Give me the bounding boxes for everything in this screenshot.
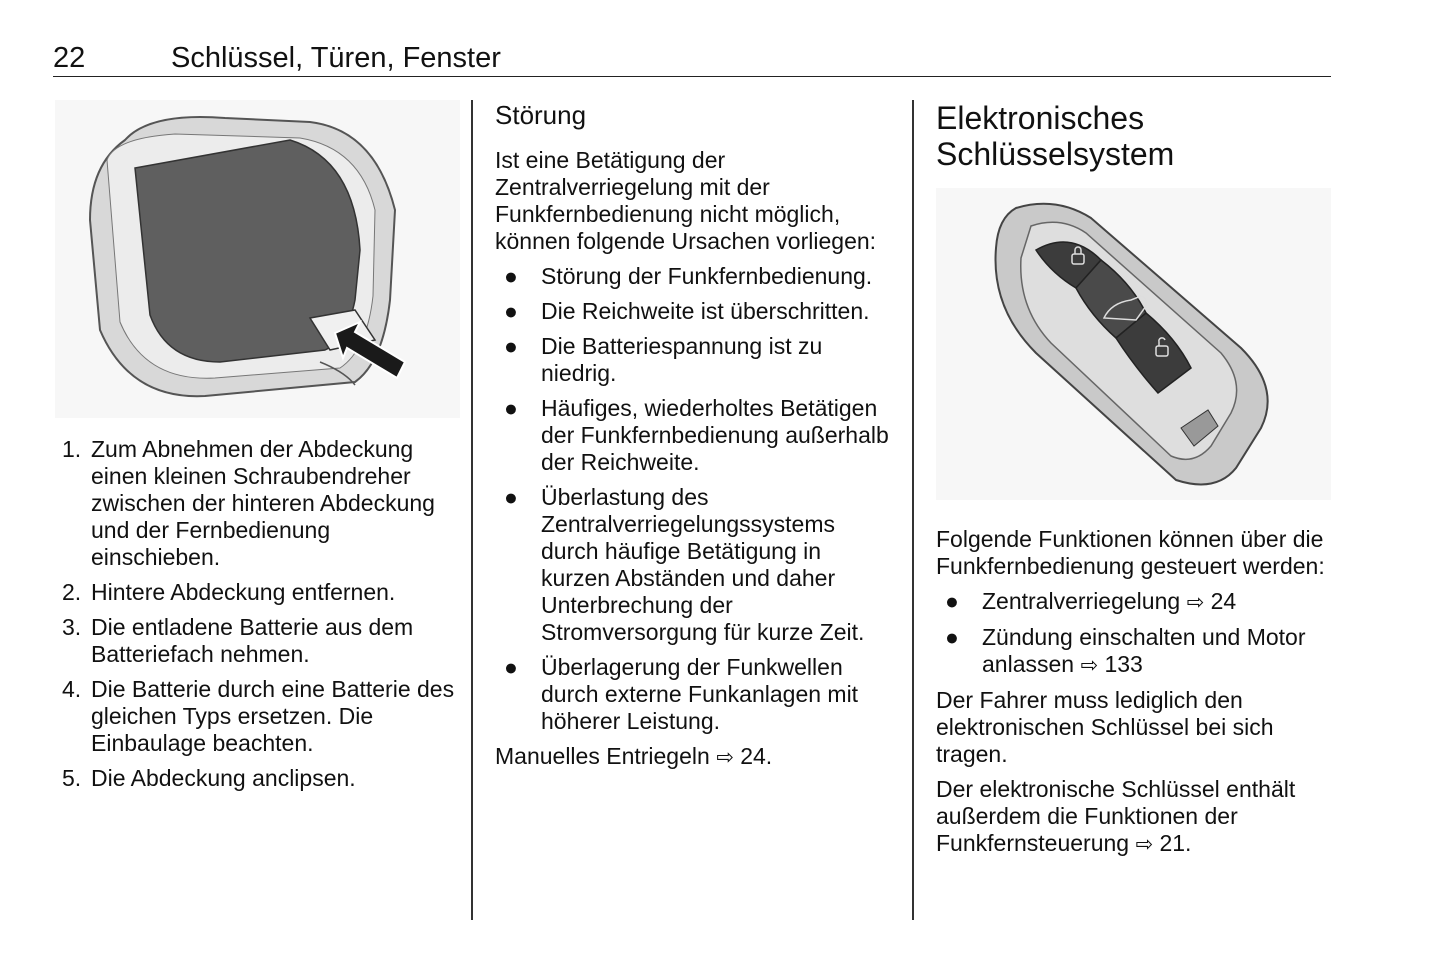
list-item — [62, 765, 457, 792]
list-item — [495, 333, 895, 387]
function-text: Zentralverriegelung — [982, 588, 1181, 614]
step-text: Die Abdeckung anclipsen. — [91, 765, 356, 791]
column-electronic-key — [936, 100, 1336, 866]
step-number: 5. — [62, 765, 82, 791]
bullet-icon: ● — [504, 263, 518, 289]
xref-page[interactable]: 24. — [740, 743, 773, 769]
step-text: Die entladene Batterie aus dem Batteriefach nehmen. — [91, 614, 414, 667]
driver-key-paragraph: Der Fahrer muss lediglich den elektronischen Schlüssel bei sich tragen. — [936, 687, 1274, 767]
cause-text: Die Reichweite ist überschritten. — [541, 298, 870, 324]
cause-text: Überlastung des Zentralverriegelungssystems durch häufige Betätigung in kurzen Abständen und daher Unterbrechung der Stromversorgung für kurze Zeit. — [541, 484, 865, 645]
cause-text: Die Batteriespannung ist zu niedrig. — [541, 333, 823, 386]
bullet-icon: ● — [504, 395, 518, 421]
list-item — [62, 614, 457, 668]
bullet-icon: ● — [945, 588, 959, 614]
bullet-icon: ● — [504, 484, 518, 510]
step-number: 4. — [62, 676, 82, 702]
manual-unlock-text: Manuelles Entriegeln — [495, 743, 710, 769]
list-item — [936, 588, 1336, 616]
page-header — [53, 38, 1331, 77]
xref-arrow-icon: ⇨ — [1186, 591, 1205, 614]
list-item — [62, 676, 457, 757]
page-number: 22 — [53, 42, 86, 74]
list-item — [495, 263, 895, 290]
xref-page[interactable]: 24 — [1210, 588, 1237, 614]
step-number: 3. — [62, 614, 82, 640]
heading-line-2: Schlüsselsystem — [936, 136, 1175, 172]
list-item — [62, 579, 457, 606]
list-item — [62, 436, 457, 571]
xref-arrow-icon: ⇨ — [1135, 833, 1154, 856]
heading-line-1: Elektronisches — [936, 100, 1145, 136]
column-battery-steps — [62, 436, 457, 800]
section-heading-stoerung: Störung — [495, 100, 587, 130]
step-number: 1. — [62, 436, 82, 462]
cause-list — [495, 263, 895, 735]
step-text: Die Batterie durch eine Batterie des gleichen Typs ersetzen. Die Einbaulage beachten. — [91, 676, 455, 756]
malfunction-intro: Ist eine Betätigung der Zentralverriegelung mit der Funkfernbedienung nicht möglich, können folgende Ursachen vorliegen: — [495, 147, 877, 254]
key-battery-cover-illustration — [55, 100, 460, 418]
cause-text: Häufiges, wiederholtes Betätigen der Funkfernbedienung außerhalb der Reichweite. — [541, 395, 889, 475]
list-item — [495, 484, 895, 646]
list-item — [495, 298, 895, 325]
step-text: Hintere Abdeckung entfernen. — [91, 579, 396, 605]
step-number: 2. — [62, 579, 82, 605]
battery-steps-list — [62, 436, 457, 792]
list-item — [936, 624, 1336, 679]
bullet-icon: ● — [945, 624, 959, 650]
list-item — [495, 395, 895, 476]
function-text: Zündung einschalten und Motor anlassen — [982, 624, 1306, 677]
step-text: Zum Abnehmen der Abdeckung einen kleinen Schraubendreher zwischen der hinteren Abdeckung und der Fernbedienung einschieben. — [91, 436, 435, 570]
list-item — [495, 654, 895, 735]
functions-intro: Folgende Funktionen können über die Funkfernbedienung gesteuert werden: — [936, 526, 1325, 579]
manual-unlock-ref — [495, 743, 895, 771]
cause-text: Störung der Funkfernbedienung. — [541, 263, 873, 289]
bullet-icon: ● — [504, 333, 518, 359]
xref-page[interactable]: 133 — [1104, 651, 1143, 677]
figure-spacer — [936, 187, 1336, 526]
xref-arrow-icon: ⇨ — [1080, 654, 1099, 677]
column-divider-right — [912, 100, 914, 920]
key-functions-paragraph — [936, 776, 1336, 858]
column-divider-left — [471, 100, 473, 920]
section-heading-elektronisches-schluesselsystem — [936, 100, 1336, 172]
xref-arrow-icon: ⇨ — [716, 746, 734, 769]
bullet-icon: ● — [504, 654, 518, 680]
chapter-title: Schlüssel, Türen, Fenster — [171, 42, 501, 74]
bullet-icon: ● — [504, 298, 518, 324]
xref-page[interactable]: 21. — [1159, 830, 1192, 856]
cause-text: Überlagerung der Funkwellen durch externe Funkanlagen mit höherer Leistung. — [541, 654, 859, 734]
functions-list — [936, 588, 1336, 679]
key-functions-text: Der elektronische Schlüssel enthält außerdem die Funktionen der Funkfernsteuerung — [936, 776, 1296, 856]
column-malfunction — [495, 100, 895, 779]
